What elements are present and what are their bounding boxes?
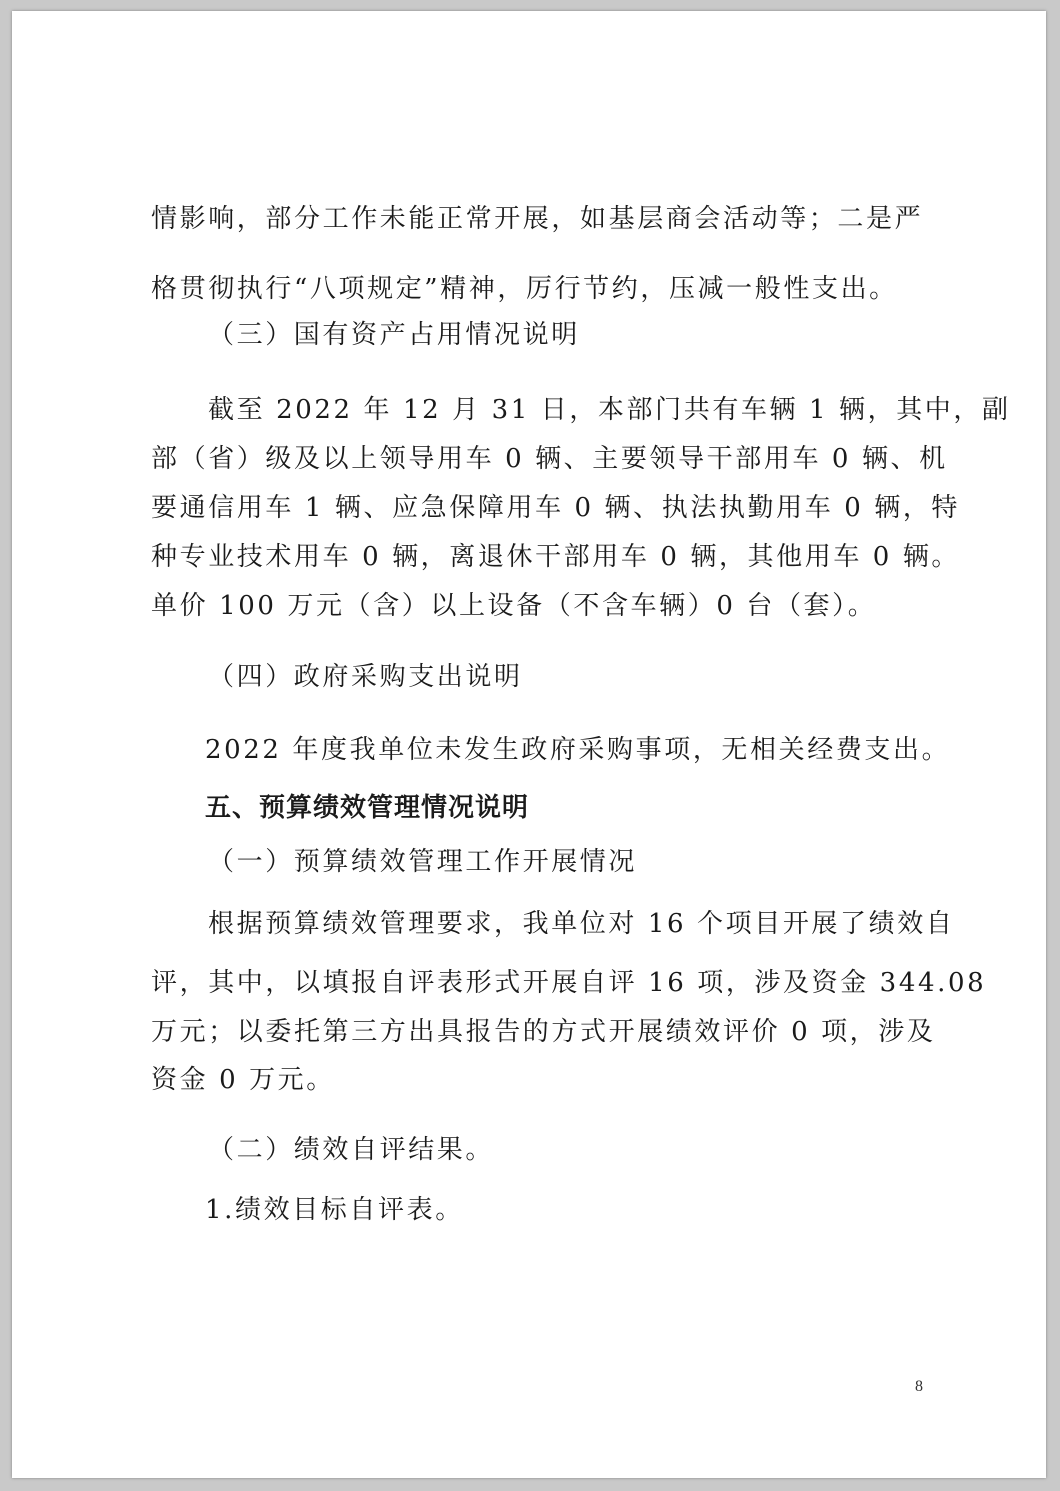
section-heading: 五、预算绩效管理情况说明: [205, 793, 530, 823]
document-page: [12, 11, 1046, 1478]
body-text-line: 格贯彻执行“八项规定”精神，厉行节约，压减一般性支出。: [151, 274, 898, 304]
body-text-line: 截至 2022 年 12 月 31 日，本部门共有车辆 1 辆，其中，副: [208, 395, 1011, 425]
body-text-line: 单价 100 万元（含）以上设备（不含车辆）0 台（套）。: [151, 591, 877, 621]
body-text-line: 评，其中，以填报自评表形式开展自评 16 项，涉及资金 344.08: [151, 968, 987, 998]
subsection-heading: （二）绩效自评结果。: [208, 1135, 495, 1165]
page-number: 8: [915, 1378, 923, 1395]
body-text-line: 根据预算绩效管理要求，我单位对 16 个项目开展了绩效自: [208, 909, 955, 939]
body-text-line: 情影响，部分工作未能正常开展，如基层商会活动等；二是严: [151, 204, 924, 234]
body-text-line: 万元；以委托第三方出具报告的方式开展绩效评价 0 项，涉及: [151, 1017, 936, 1047]
body-text-line: 部（省）级及以上领导用车 0 辆、主要领导干部用车 0 辆、机: [151, 444, 948, 474]
body-text-line: 资金 0 万元。: [151, 1065, 335, 1095]
body-text-line: 1.绩效目标自评表。: [205, 1195, 464, 1225]
body-text-line: 2022 年度我单位未发生政府采购事项，无相关经费支出。: [205, 735, 951, 765]
subsection-heading: （一）预算绩效管理工作开展情况: [208, 847, 638, 877]
subsection-heading: （三）国有资产占用情况说明: [208, 320, 580, 350]
body-text-line: 种专业技术用车 0 辆，离退休干部用车 0 辆，其他用车 0 辆。: [151, 542, 961, 572]
subsection-heading: （四）政府采购支出说明: [208, 662, 523, 692]
body-text-line: 要通信用车 1 辆、应急保障用车 0 辆、执法执勤用车 0 辆，特: [151, 493, 961, 523]
